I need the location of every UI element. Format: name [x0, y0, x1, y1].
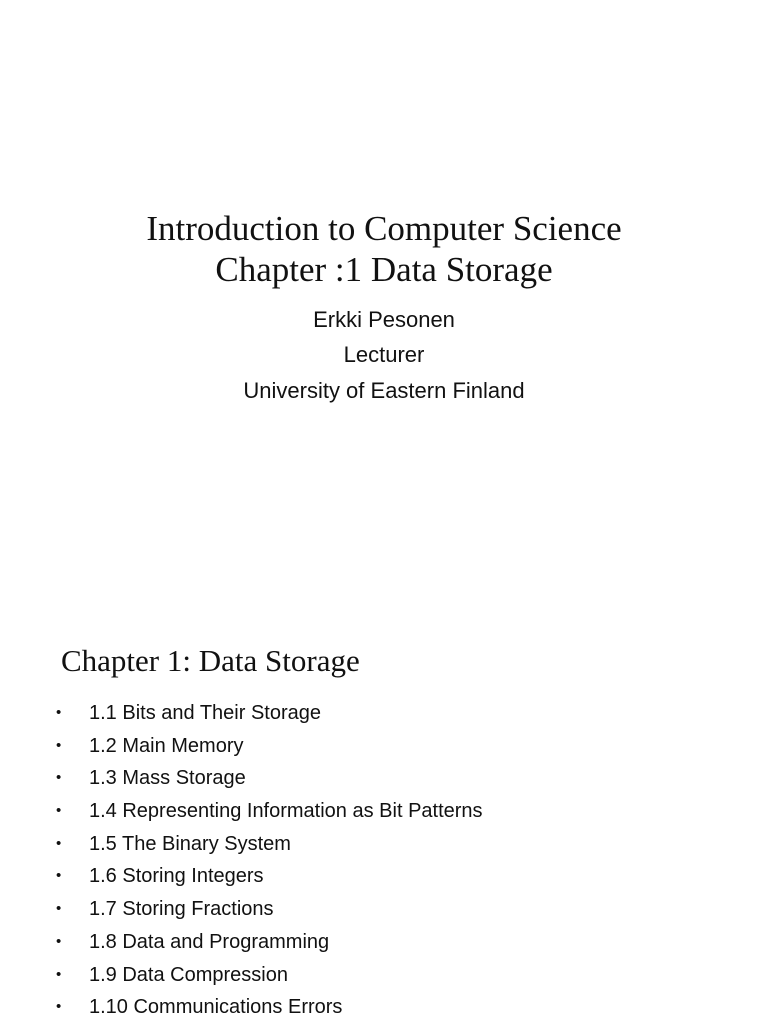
toc-item-label: 1.1 Bits and Their Storage	[89, 702, 321, 724]
toc-item-label: 1.9 Data Compression	[89, 963, 288, 986]
toc-item-label: 1.6 Storing Integers	[89, 865, 264, 888]
bullet-icon: •	[56, 998, 62, 1016]
bullet-icon: •	[56, 736, 62, 754]
author-institution: University of Eastern Finland	[243, 378, 525, 403]
toc-heading: Chapter 1: Data Storage	[61, 643, 360, 678]
bullet-icon: •	[56, 867, 62, 885]
toc-item-label: 1.4 Representing Information as Bit Patterns	[89, 800, 483, 823]
toc-item-label: 1.5 The Binary System	[89, 832, 291, 855]
author-name: Erkki Pesonen	[313, 307, 455, 332]
bullet-icon: •	[56, 900, 62, 918]
bullet-icon: •	[56, 932, 62, 950]
toc-item-label: 1.2 Main Memory	[89, 734, 244, 757]
toc-item-label: 1.7 Storing Fractions	[89, 898, 274, 921]
bullet-icon: •	[56, 834, 62, 852]
bullet-icon: •	[56, 769, 62, 787]
toc-item-label: 1.10 Communications Errors	[89, 996, 343, 1019]
bullet-icon: •	[56, 704, 62, 721]
toc-item-label: 1.3 Mass Storage	[89, 767, 246, 790]
bullet-icon: •	[56, 965, 62, 983]
slide-title-line-1: Introduction to Computer Science	[146, 209, 622, 248]
toc-item-label: 1.8 Data and Programming	[89, 930, 330, 953]
slide-title-line-2: Chapter :1 Data Storage	[215, 250, 553, 289]
bullet-icon: •	[56, 802, 62, 820]
author-role: Lecturer	[343, 342, 425, 367]
